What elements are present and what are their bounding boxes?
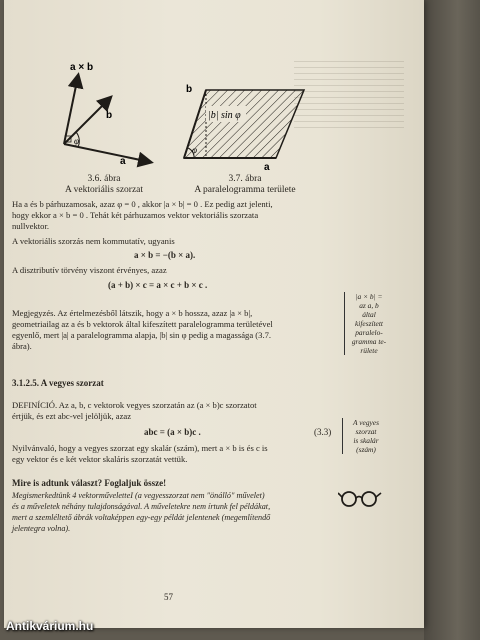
figure-vector-product <box>40 58 160 170</box>
fig1-caption <box>34 174 174 196</box>
summary-title: Mire is adtunk választ? Foglaljuk össze! <box>12 478 167 488</box>
fig2-label-phi: φ <box>192 145 197 155</box>
fig1-label-axb: a × b <box>70 62 94 73</box>
fig1-caption-number: 3.6. ábra <box>87 174 121 184</box>
equation-anticommutative: a × b = −(b × a). <box>134 250 196 260</box>
margin-note-line: szorzat <box>355 427 377 436</box>
text-line: geometriailag az a és b vektorok által kifeszített paralelogramma területével <box>12 319 273 329</box>
margin-note-line: által <box>362 310 376 319</box>
fig2-caption-number: 3.7. ábra <box>228 174 262 184</box>
text-line: egyenlő, mert |a| a paralelogramma alapja, |b| sin φ pedig a magassága (3.7. <box>12 330 272 340</box>
text-line: jelentegra volna). <box>12 524 71 533</box>
fig1-label-b: b <box>106 110 113 121</box>
text-line: ábra). <box>12 341 32 351</box>
fig2-label-area: |b| sin φ <box>208 110 241 121</box>
margin-note-line: A vegyes <box>353 418 379 427</box>
margin-note-line: (szám) <box>356 445 376 454</box>
paragraph-parallel <box>12 199 334 232</box>
fig2-label-b: b <box>186 84 193 95</box>
paragraph-scalar <box>12 443 338 465</box>
equation-number: (3.3) <box>314 427 332 437</box>
fig2-caption <box>170 174 320 196</box>
bleed-through <box>294 58 404 128</box>
fig2-label-a: a <box>264 162 270 172</box>
margin-note-line: |a × b| = <box>355 292 383 301</box>
text-line: Megismerkedtünk 4 vektorműveletteI (a vegyesszorzat nem "önálló" művelet) <box>12 491 265 500</box>
equation-distributive: (a + b) × c = a × c + b × c . <box>108 280 208 290</box>
book-page <box>4 0 424 628</box>
margin-note-line: rülete <box>360 346 378 355</box>
page-number: 57 <box>164 592 173 602</box>
figure-parallelogram-area <box>180 78 310 172</box>
glasses-icon <box>338 488 382 508</box>
text-line: értjük, és ezt abc-vel jelöljük, azaz <box>12 411 132 421</box>
note-geometric-meaning <box>12 308 338 352</box>
text-line: Ha a és b párhuzamosak, azaz φ = 0 , akkor |a × b| = 0 . Ez pedig azt jelenti, <box>12 199 273 209</box>
text-line: nullvektor. <box>12 221 49 231</box>
text-line: egy vektor és e két vektor skaláris szorzatát vettük. <box>12 454 188 464</box>
fig1-caption-text: A vektoriális szorzat <box>64 185 144 195</box>
paragraph-noncommutative: A vektoriális szorzás nem kommutatív, ugyanis <box>12 236 175 246</box>
fig1-label-a: a <box>120 156 126 167</box>
margin-note-scalar <box>342 418 389 454</box>
text-line: és a műveletek néhány tulajdonságával. A műveletekre nem írtunk fel példákat, <box>12 502 271 511</box>
text-line: DEFINÍCIÓ. Az a, b, c vektorok vegyes szorzatán az (a × b)c szorzatot <box>12 400 257 410</box>
definition-mixed-product <box>12 400 338 422</box>
margin-note-area <box>344 292 393 355</box>
text-line: mert a szemléltető ábrák voltaképpen egy-egy példát jelentenek (megemlítendő <box>12 513 271 522</box>
margin-note-line: paralelo- <box>355 328 383 337</box>
margin-note-line: gramma te- <box>351 337 387 346</box>
text-line: hogy ekkor a × b = 0 . Tehát két párhuzamos vektor vektoriális szorzata <box>12 210 259 220</box>
text-line: Megjegyzés. Az értelmezésből látszik, hogy a × b hossza, azaz |a × b|, <box>12 308 253 318</box>
background-edge <box>424 0 480 640</box>
section-title: 3.1.2.5. A vegyes szorzat <box>12 378 104 388</box>
fig1-label-phi: φ <box>74 136 79 146</box>
watermark: Antikvárium.hu <box>6 619 94 633</box>
equation-mixed-product: abc = (a × b)c . <box>144 427 201 437</box>
margin-note-line: kifeszített <box>355 319 383 328</box>
summary-paragraph <box>12 490 334 534</box>
margin-note-line: az a, b <box>359 301 379 310</box>
text-line: Nyilvánvaló, hogy a vegyes szorzat egy skalár (szám), mert a × b is és c is <box>12 443 268 453</box>
paragraph-distributive: A disztributív törvény viszont érvényes, azaz <box>12 265 167 275</box>
margin-note-line: is skalár <box>353 436 379 445</box>
fig2-caption-text: A paralelogramma területe <box>194 185 296 195</box>
